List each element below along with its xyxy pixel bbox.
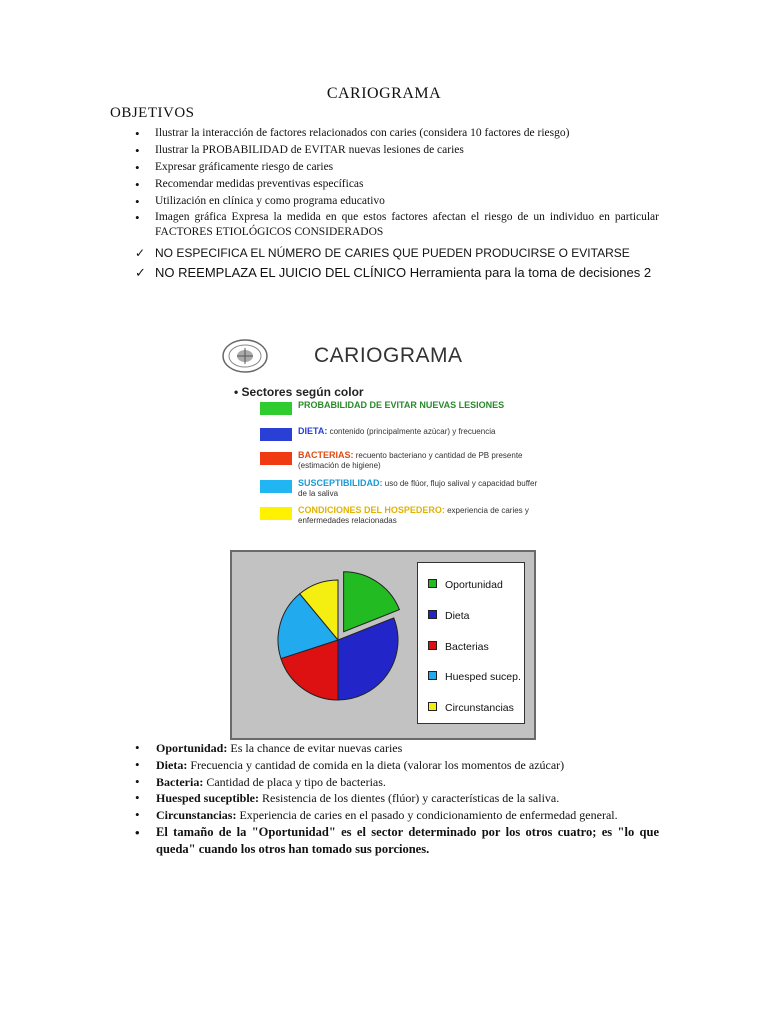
definition-item: • Bacteria: Cantidad de placa y tipo de bacterias.	[135, 774, 659, 791]
sector-desc: uso de flúor, flujo salival y capacidad buffer de la saliva	[298, 479, 538, 498]
sector-desc: experiencia de caries y enfermedades relacionadas	[298, 506, 529, 525]
legend-swatch	[428, 641, 437, 650]
legend-swatch	[428, 671, 437, 680]
check-text: NO ESPECIFICA EL NÚMERO DE CARIES QUE PUEDEN PRODUCIRSE O EVITARSE	[155, 246, 630, 260]
objective-item: • Ilustrar la interacción de factores relacionados con caries (considera 10 factores de riesgo)	[135, 125, 659, 142]
color-swatch	[260, 452, 292, 465]
check-icon: ✓	[135, 246, 146, 260]
check-item	[135, 246, 630, 260]
chart-legend	[417, 562, 525, 724]
sectors-heading: • Sectores según color	[234, 385, 364, 399]
legend-swatch	[428, 579, 437, 588]
check-icon: ✓	[135, 266, 146, 281]
objectives-heading: OBJETIVOS	[110, 105, 195, 121]
definition-item: • Oportunidad: Es la chance de evitar nuevas caries	[135, 740, 659, 757]
definition-item: • Huesped suceptible: Resistencia de los dientes (flúor) y características de la saliva.	[135, 790, 659, 807]
objectives-list	[135, 125, 659, 240]
color-swatch	[260, 507, 292, 520]
document-title: CARIOGRAMA	[326, 85, 442, 102]
legend-item: Circunstancias	[428, 702, 514, 714]
check-item	[135, 265, 651, 281]
slide-image	[218, 330, 548, 530]
color-swatch	[260, 480, 292, 493]
color-swatch	[260, 428, 292, 441]
color-swatch	[260, 402, 292, 415]
definition-item: • Dieta: Frecuencia y cantidad de comida en la dieta (valorar los momentos de azúcar)	[135, 757, 659, 774]
pie-svg	[232, 552, 417, 738]
legend-item: Huesped sucep.	[428, 671, 521, 683]
sector-label: BACTERIAS:	[298, 450, 354, 460]
sector-desc: recuento bacteriano y cantidad de PB presente (estimación de higiene)	[298, 451, 523, 470]
objective-item: • Recomendar medidas preventivas específicas	[135, 176, 659, 193]
definition-item: • Circunstancias: Experiencia de caries en el pasado y condicionamiento de enfermedad general.	[135, 807, 659, 824]
sector-label: PROBABILIDAD DE EVITAR NUEVAS LESIONES	[298, 400, 505, 410]
slide-title: CARIOGRAMA	[314, 344, 463, 367]
sector-label: CONDICIONES DEL HOSPEDERO:	[298, 505, 445, 515]
check-text: NO REEMPLAZA EL JUICIO DEL CLÍNICO Herramienta para la toma de decisiones 2	[155, 265, 652, 280]
conclusion-item: • El tamaño de la "Oportunidad" es el sector determinado por los otros cuatro; es "lo que queda" cuando los otros han tomado sus porciones.	[135, 824, 659, 858]
university-seal-icon	[220, 338, 270, 374]
legend-swatch	[428, 702, 437, 711]
objective-item: • Utilización en clínica y como programa educativo	[135, 193, 659, 210]
sector-desc: contenido (principalmente azúcar) y frecuencia	[327, 427, 496, 436]
cariogram-pie-chart	[230, 550, 536, 740]
objective-item: • Ilustrar la PROBABILIDAD de EVITAR nuevas lesiones de caries	[135, 142, 659, 159]
objective-item: • Imagen gráfica Expresa la medida en que estos factores afectan el riesgo de un individuo en particular FACTORES ETIOLÓGICOS CONSIDERADOS	[135, 210, 659, 240]
sector-label: SUSCEPTIBILIDAD:	[298, 478, 383, 488]
legend-item: Dieta	[428, 610, 470, 622]
legend-swatch	[428, 610, 437, 619]
objective-item: • Expresar gráficamente riesgo de caries	[135, 159, 659, 176]
sector-label: DIETA:	[298, 426, 328, 436]
legend-item: Oportunidad	[428, 579, 503, 591]
definitions-list	[135, 740, 659, 858]
legend-item: Bacterias	[428, 641, 489, 653]
